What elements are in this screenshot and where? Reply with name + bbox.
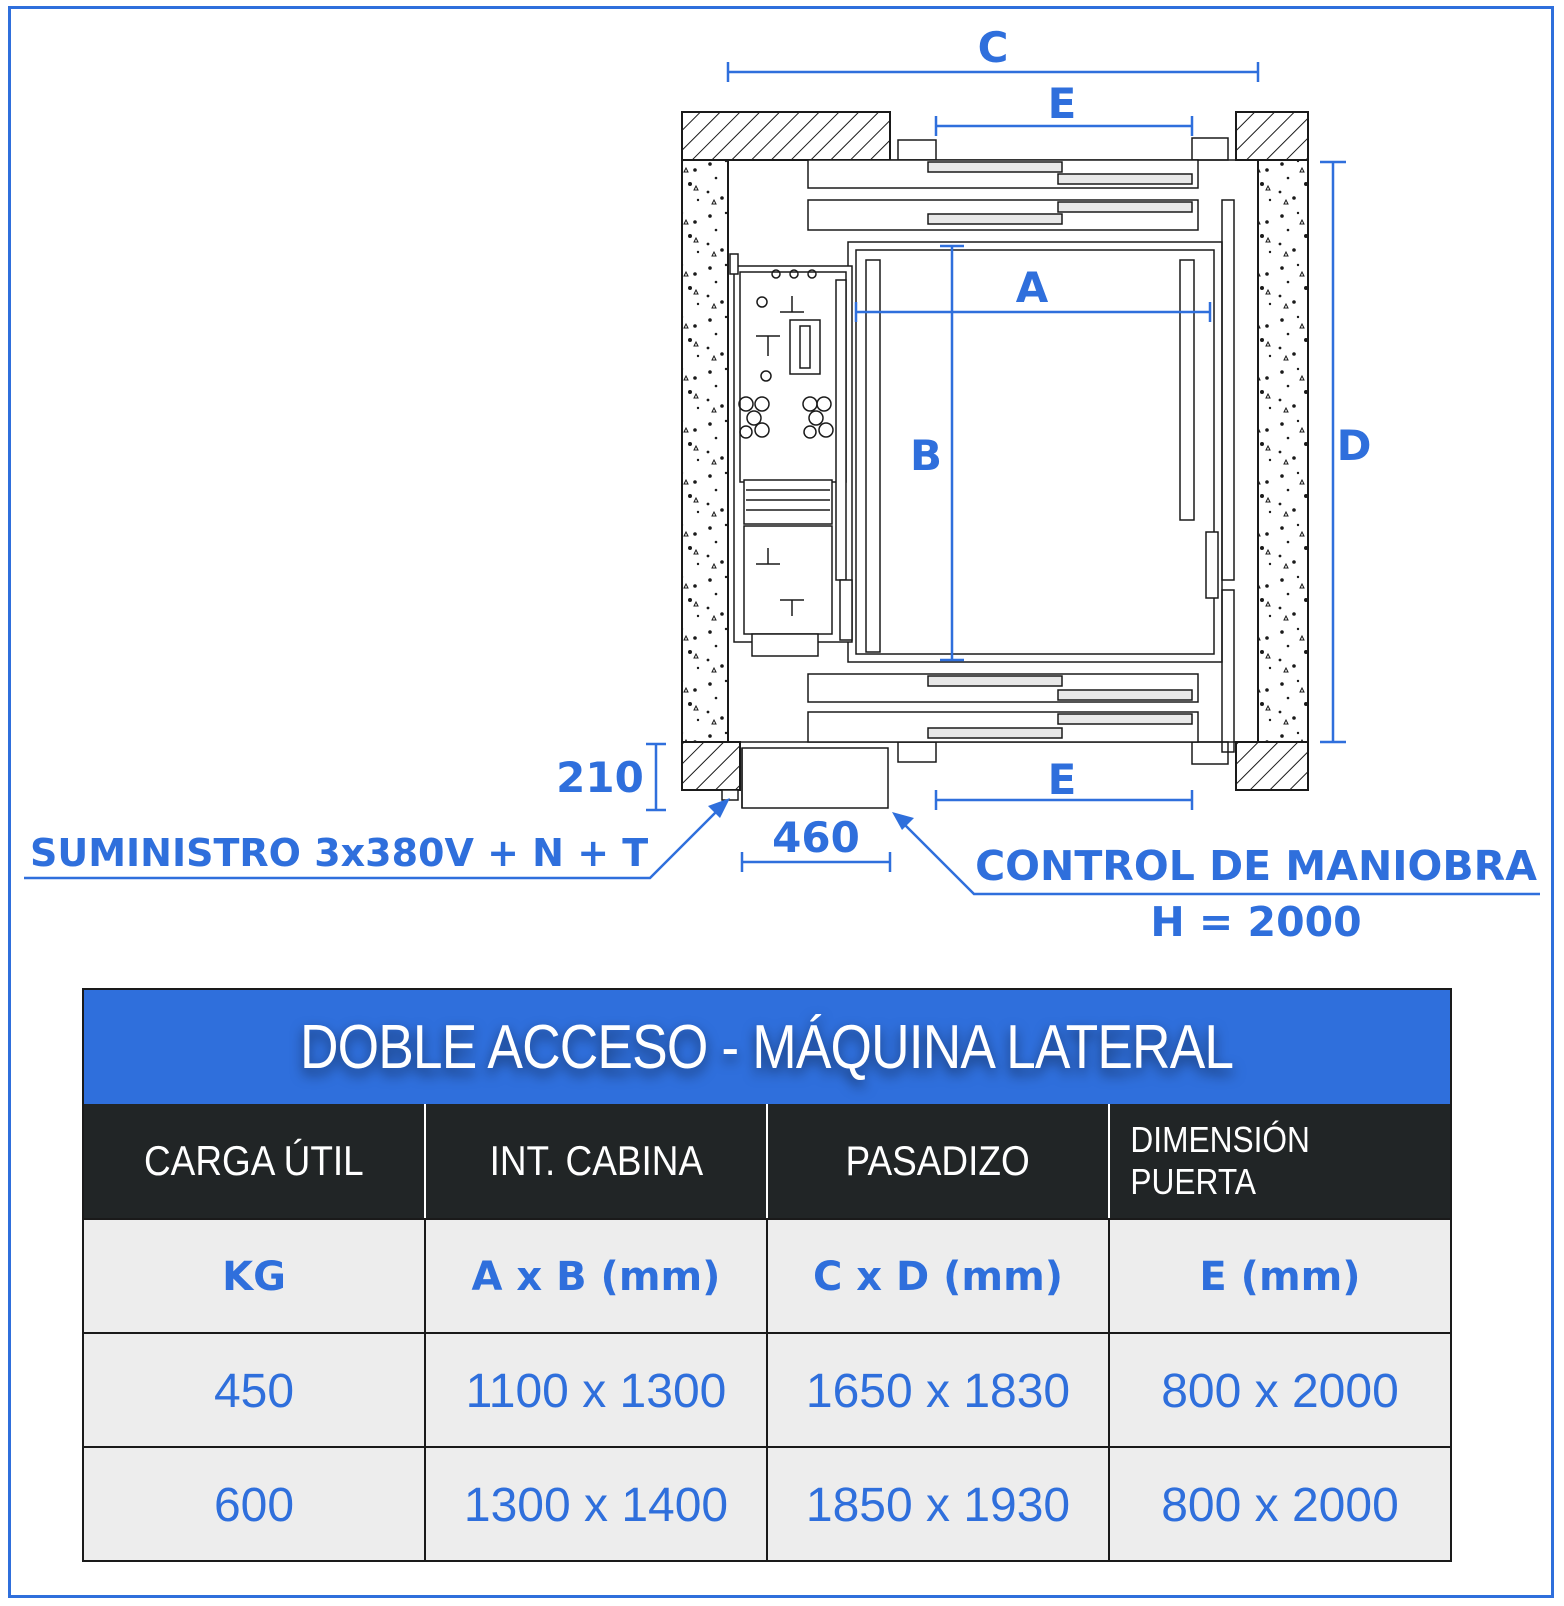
header-cell-door: [1110, 1104, 1450, 1218]
table-cell: 1300 x 1400: [426, 1448, 768, 1562]
table-row: [84, 1446, 1450, 1562]
table-cell: 600: [84, 1448, 426, 1562]
side-machine: [730, 254, 852, 656]
dim-label-460: 460: [772, 813, 860, 862]
dim-label-a: A: [1015, 263, 1049, 312]
table-units-row: [84, 1218, 1450, 1334]
unit-cell-cabin: A x B (mm): [426, 1220, 768, 1334]
dim-label-210: 210: [556, 753, 644, 802]
header-load-label: CARGA ÚTIL: [144, 1137, 364, 1184]
top-landing-doors: [808, 160, 1198, 230]
supply-label: SUMINISTRO 3x380V + N + T: [30, 831, 649, 875]
table-title: [84, 990, 1450, 1104]
table-header-row: [84, 1104, 1450, 1218]
header-shaft-label: PASADIZO: [845, 1137, 1031, 1184]
dim-label-d: D: [1336, 421, 1372, 470]
dim-label-e-top: E: [1047, 79, 1077, 128]
table-cell: 1850 x 1930: [768, 1448, 1110, 1562]
unit-cell-shaft: C x D (mm): [768, 1220, 1110, 1334]
header-cabin-label: INT. CABINA: [489, 1137, 703, 1184]
bottom-landing-doors: [808, 674, 1198, 742]
header-cell-load: [84, 1104, 426, 1218]
table-cell: 1100 x 1300: [426, 1334, 768, 1448]
unit-cell-load: KG: [84, 1220, 426, 1334]
header-cell-cabin: [426, 1104, 768, 1218]
control-box: [722, 748, 888, 808]
unit-cell-door: E (mm): [1199, 1254, 1361, 1300]
dim-label-b: B: [909, 431, 943, 480]
header-cell-shaft: [768, 1104, 1110, 1218]
table-cell: 800 x 2000: [1161, 1478, 1399, 1532]
table-title-text: DOBLE ACCESO - MÁQUINA LATERAL: [300, 1012, 1234, 1082]
dim-label-c: C: [977, 23, 1009, 72]
table-cell: 450: [84, 1334, 426, 1448]
control-height-label: H = 2000: [1150, 898, 1362, 946]
header-door-label: DIMENSIÓN PUERTA: [1130, 1119, 1310, 1202]
dim-label-e-bottom: E: [1047, 755, 1077, 804]
table-row: [84, 1332, 1450, 1448]
table-cell: 800 x 2000: [1161, 1364, 1399, 1418]
table-cell: 1650 x 1830: [768, 1334, 1110, 1448]
specifications-table: [82, 988, 1452, 1562]
control-label: CONTROL DE MANIOBRA: [975, 842, 1537, 890]
